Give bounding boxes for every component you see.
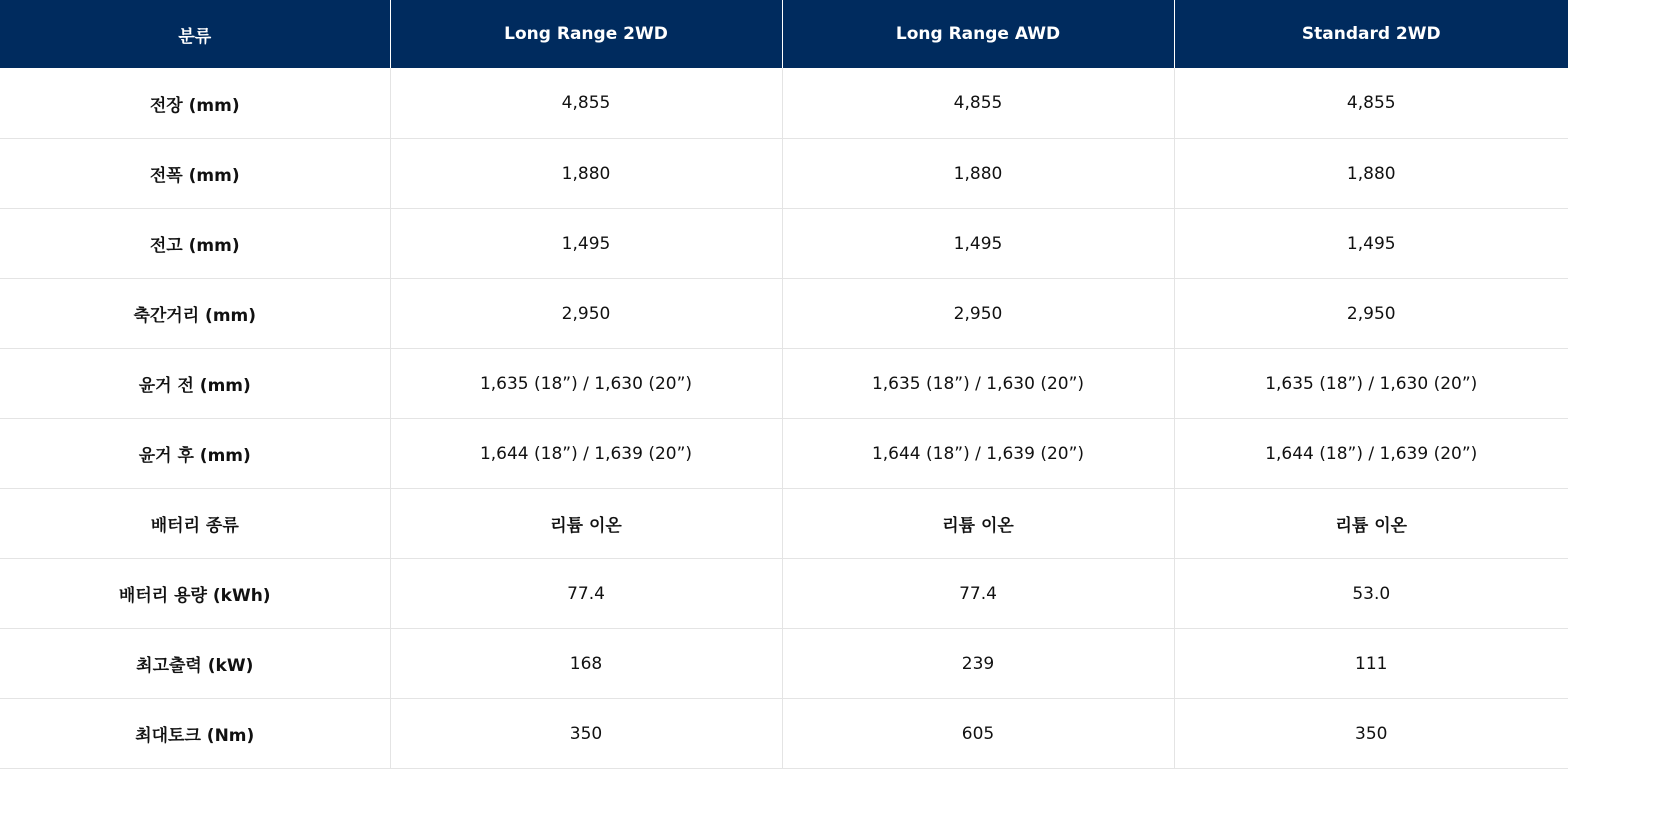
spec-table-body: [0, 68, 1568, 769]
row-label: 전장 (mm): [0, 68, 390, 139]
row-label: 축간거리 (mm): [0, 279, 390, 349]
table-row: [0, 349, 1568, 419]
table-row: [0, 209, 1568, 279]
table-row: [0, 68, 1568, 139]
table-cell: 2,950: [1174, 279, 1568, 349]
table-row: [0, 139, 1568, 209]
table-cell: 2,950: [390, 279, 782, 349]
row-label: 배터리 종류: [0, 489, 390, 559]
table-cell: 350: [1174, 699, 1568, 769]
table-cell: 1,635 (18”) / 1,630 (20”): [782, 349, 1174, 419]
table-cell: 리튬 이온: [782, 489, 1174, 559]
header-row: [0, 0, 1568, 68]
table-cell: 168: [390, 629, 782, 699]
table-cell: 605: [782, 699, 1174, 769]
row-label: 전고 (mm): [0, 209, 390, 279]
table-cell: 111: [1174, 629, 1568, 699]
table-row: [0, 629, 1568, 699]
table-row: [0, 489, 1568, 559]
table-cell: 1,495: [1174, 209, 1568, 279]
table-cell: 1,880: [390, 139, 782, 209]
row-label: 윤거 전 (mm): [0, 349, 390, 419]
row-label: 최고출력 (kW): [0, 629, 390, 699]
header-long-range-awd: Long Range AWD: [782, 0, 1174, 68]
spec-table-header: [0, 0, 1568, 68]
table-cell: 1,644 (18”) / 1,639 (20”): [782, 419, 1174, 489]
table-cell: 53.0: [1174, 559, 1568, 629]
table-cell: 1,635 (18”) / 1,630 (20”): [390, 349, 782, 419]
table-cell: 1,644 (18”) / 1,639 (20”): [390, 419, 782, 489]
table-cell: 1,635 (18”) / 1,630 (20”): [1174, 349, 1568, 419]
row-label: 전폭 (mm): [0, 139, 390, 209]
table-cell: 1,495: [782, 209, 1174, 279]
table-cell: 1,495: [390, 209, 782, 279]
table-cell: 리튬 이온: [1174, 489, 1568, 559]
table-row: [0, 699, 1568, 769]
header-standard-2wd: Standard 2WD: [1174, 0, 1568, 68]
table-row: [0, 559, 1568, 629]
table-cell: 4,855: [782, 68, 1174, 139]
table-cell: 1,880: [1174, 139, 1568, 209]
table-cell: 350: [390, 699, 782, 769]
table-cell: 77.4: [390, 559, 782, 629]
table-cell: 1,880: [782, 139, 1174, 209]
header-category: 분류: [0, 0, 390, 68]
table-row: [0, 279, 1568, 349]
row-label: 윤거 후 (mm): [0, 419, 390, 489]
table-cell: 4,855: [1174, 68, 1568, 139]
row-label: 최대토크 (Nm): [0, 699, 390, 769]
header-long-range-2wd: Long Range 2WD: [390, 0, 782, 68]
row-label: 배터리 용량 (kWh): [0, 559, 390, 629]
table-cell: 리튬 이온: [390, 489, 782, 559]
table-cell: 2,950: [782, 279, 1174, 349]
table-cell: 77.4: [782, 559, 1174, 629]
table-cell: 4,855: [390, 68, 782, 139]
table-row: [0, 419, 1568, 489]
table-cell: 1,644 (18”) / 1,639 (20”): [1174, 419, 1568, 489]
table-cell: 239: [782, 629, 1174, 699]
